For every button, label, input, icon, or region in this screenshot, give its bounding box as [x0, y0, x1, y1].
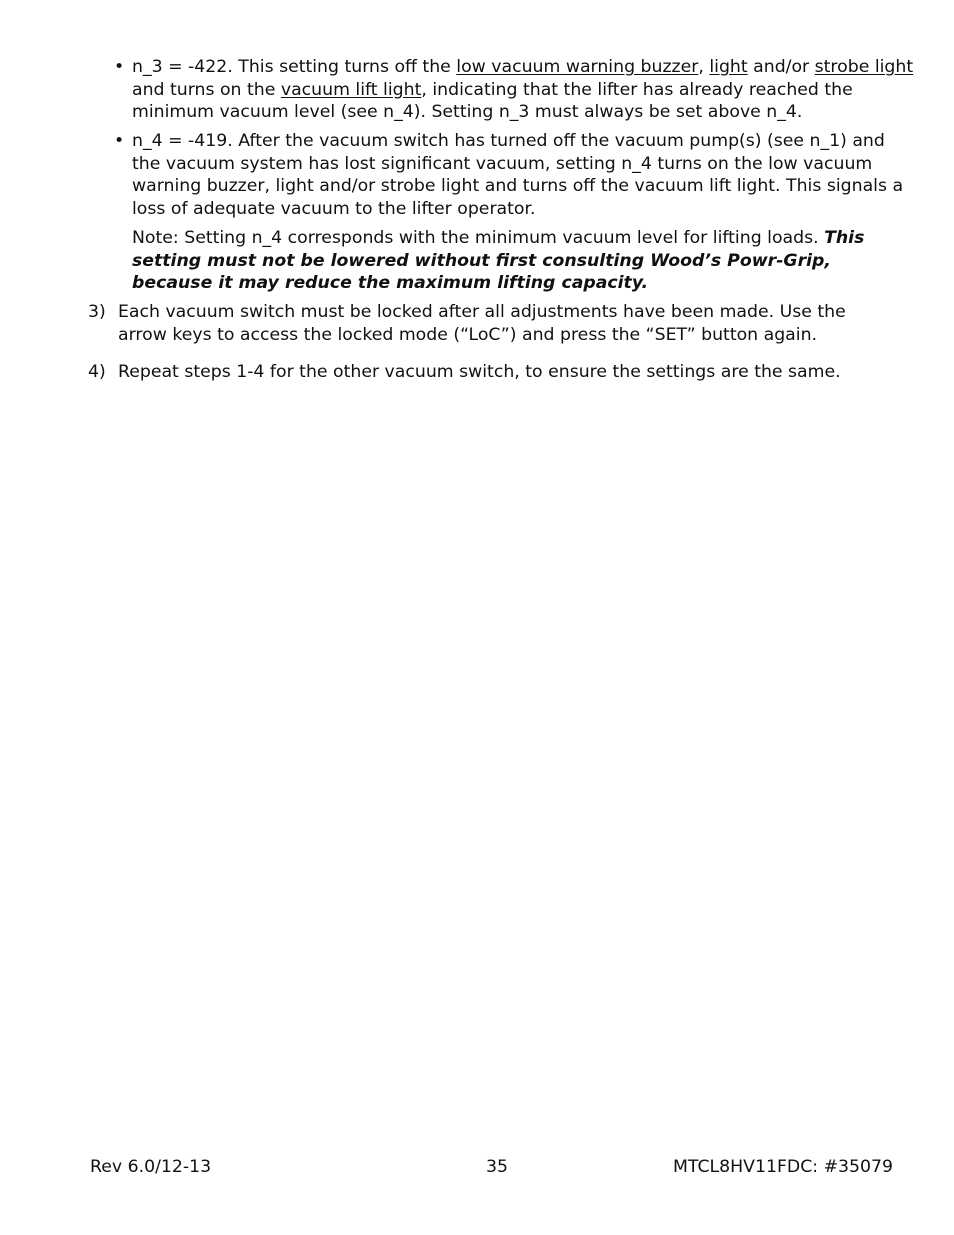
- bullet-n3-text: n_3 = -422. This setting turns off the low vacuum warning buzzer, light and/or strobe light and turns on the vacuum lift light, indicating that the lifter has already reached the minimum vacuum level (see n_4). Setting n_3 must always be set above n_4.: [132, 57, 914, 122]
- note-paragraph: Note: Setting n_4 corresponds with the minimum vacuum level for lifting loads. This setting must not be lowered without first consulting Wood’s Powr-Grip, because it may reduce the maximum lifting capacity.: [132, 228, 865, 293]
- bullet-n4: [114, 130, 914, 220]
- bullet-mark: •: [114, 131, 125, 151]
- footer-model-number: MTCL8HV11FDC: #35079: [673, 1157, 894, 1177]
- step-number: 3): [88, 302, 106, 322]
- bullet-mark: •: [114, 57, 125, 77]
- step-3: [88, 301, 888, 346]
- step-number: 4): [88, 362, 106, 382]
- step-4: [88, 361, 888, 384]
- footer-revision: Rev 6.0/12-13: [90, 1157, 212, 1177]
- term-light: light: [709, 57, 748, 77]
- bullet-n4-text: n_4 = -419. After the vacuum switch has turned off the vacuum pump(s) (see n_1) and the vacuum system has lost significant vacuum, setting n_4 turns on the low vacuum warning buzzer, light and/or strobe light and turns off the vacuum lift light. This signals a loss of adequate vacuum to the lifter operator.: [132, 131, 904, 219]
- step-3-text: Each vacuum switch must be locked after all adjustments have been made. Use the arrow keys to access the locked mode (“LoC”) and press the “SET” button again.: [118, 302, 846, 345]
- term-strobe-light: strobe light: [814, 57, 914, 77]
- footer-page-number: 35: [486, 1157, 508, 1177]
- term-low-vacuum-warning-buzzer: low vacuum warning buzzer: [456, 57, 699, 77]
- step-4-text: Repeat steps 1-4 for the other vacuum switch, to ensure the settings are the same.: [118, 362, 841, 382]
- bullet-n3: [114, 56, 914, 124]
- term-vacuum-lift-light: vacuum lift light: [280, 79, 422, 100]
- note-warning: This setting must not be lowered without first consulting Wood’s Powr-Grip, because it may reduce the maximum lifting capacity.: [132, 228, 865, 293]
